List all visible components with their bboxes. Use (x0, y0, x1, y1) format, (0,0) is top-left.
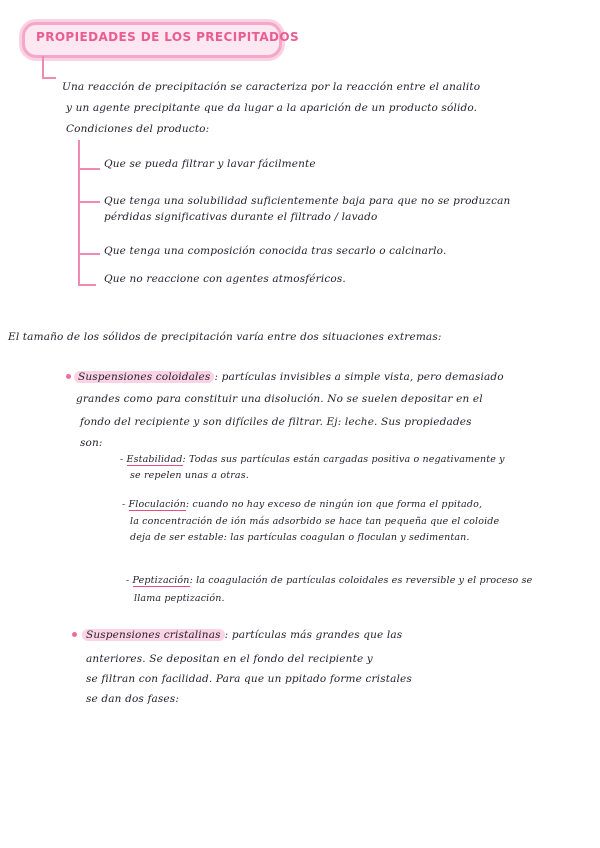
intro-line-3: Condiciones del producto: (66, 123, 210, 135)
cristalina-line-2: anteriores. Se depositan en el fondo del recipiente y (86, 653, 373, 665)
cristalina-line-1 (82, 628, 402, 642)
property-estabilidad-line-2: se repelen unas a otras. (130, 470, 249, 481)
bracket-tick-3 (78, 253, 100, 255)
cristalina-line-1-text: : partículas más grandes que las (224, 629, 403, 641)
bracket-tick-1 (78, 168, 100, 170)
coloidal-line-1-text: : partículas invisibles a simple vista, pero demasiado (214, 371, 504, 383)
condition-4: Que no reaccione con agentes atmosféricos. (104, 273, 346, 285)
bullet-coloidales (66, 374, 71, 379)
property-peptizacion-line-2: llama peptización. (134, 593, 225, 604)
coloidal-line-1 (74, 370, 504, 384)
property-term-floculacion: Floculación (128, 499, 186, 510)
size-intro: El tamaño de los sólidos de precipitación varía entre dos situaciones extremas: (8, 331, 442, 343)
cristalina-line-3: se filtran con facilidad. Para que un ppitado forme cristales (86, 673, 412, 685)
condition-2-cont: pérdidas significativas durante el filtrado / lavado (104, 211, 378, 223)
condition-3: Que tenga una composición conocida tras secarlo o calcinarlo. (104, 245, 447, 257)
coloidal-line-2: grandes como para constituir una disolución. No se suelen depositar en el (76, 393, 483, 405)
condition-1: Que se pueda filtrar y lavar fácilmente (104, 158, 316, 170)
property-floculacion-line-1: : cuando no hay exceso de ningún ion que forma el ppitado, (185, 499, 483, 510)
coloidal-line-4: son: (80, 437, 103, 449)
property-floculacion-line-2: la concentración de ión más adsorbido se hace tan pequeña que el coloide (130, 516, 500, 527)
coloidal-heading: Suspensiones coloidales (74, 371, 214, 383)
property-term-peptizacion: Peptización (132, 575, 190, 586)
bracket-tick-2 (78, 201, 100, 203)
intro-line-2: y un agente precipitante que da lugar a la aparición de un producto sólido. (66, 102, 478, 114)
cristalina-heading: Suspensiones cristalinas (82, 629, 225, 641)
bracket-tick-4 (78, 284, 96, 286)
property-estabilidad-line-1: : Todas sus partículas están cargadas positiva o negativamente y (182, 454, 505, 465)
conditions-bracket (78, 140, 80, 286)
cristalina-line-4: se dan dos fases: (86, 693, 180, 705)
condition-2: Que tenga una solubilidad suficientemente baja para que no se produzcan (104, 195, 511, 207)
title-connector-hook (42, 77, 56, 79)
property-floculacion: - Floculación: cuando no hay exceso de ningún ion que forma el ppitado, (122, 499, 483, 510)
bullet-cristalinas (72, 632, 77, 637)
intro-line-1: Una reacción de precipitación se caracteriza por la reacción entre el analito (62, 81, 481, 93)
page-title: PROPIEDADES DE LOS PRECIPITADOS (36, 30, 300, 44)
coloidal-line-3: fondo del recipiente y son difíciles de filtrar. Ej: leche. Sus propiedades (80, 416, 472, 428)
property-term-estabilidad: Estabilidad (126, 454, 183, 465)
title-connector (42, 56, 44, 78)
property-peptizacion: - Peptización: la coagulación de partículas coloidales es reversible y el proceso se (126, 575, 533, 586)
property-floculacion-line-3: deja de ser estable: las partículas coagulan o floculan y sedimentan. (130, 532, 470, 543)
property-peptizacion-line-1: : la coagulación de partículas coloidales es reversible y el proceso se (189, 575, 533, 586)
property-estabilidad: - Estabilidad: Todas sus partículas están cargadas positiva o negativamente y (120, 454, 505, 465)
